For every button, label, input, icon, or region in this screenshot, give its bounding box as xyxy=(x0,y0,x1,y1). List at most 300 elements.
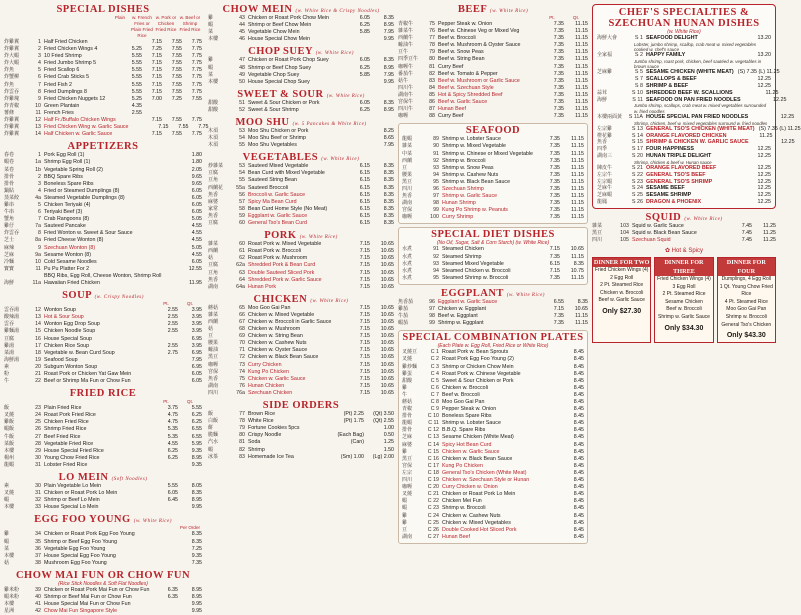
item-price: 11.15 xyxy=(575,77,588,84)
item-price: 7.35 xyxy=(549,164,560,171)
item-price: 11.15 xyxy=(571,150,584,157)
item-name: Chicken w. Broccoli in Garlic Sauce xyxy=(248,319,332,326)
item-price: 7.15 xyxy=(359,347,370,354)
item-name: Beef w. Mushroom or Garlic Sauce xyxy=(438,77,520,84)
item-name: SEAFOOD DELIGHT xyxy=(646,35,698,42)
item-name: Squid w. Garlic Sauce xyxy=(632,222,684,229)
item-code: 53 xyxy=(239,128,245,134)
item-chinese-name: 冷麵 xyxy=(4,258,15,265)
item-price: 7.75 xyxy=(191,131,202,138)
seafood-item xyxy=(402,207,584,214)
item-name: Chicken w. Mixed Vegetables xyxy=(442,519,511,526)
item-code: 5 xyxy=(38,67,41,74)
item-price: 11.15 xyxy=(571,164,584,171)
item-price: 11.15 xyxy=(571,136,584,143)
item-name: Fried Dumplings 8 xyxy=(44,88,87,95)
item-price: 7.35 xyxy=(549,143,560,150)
dinner-item: Beef w. Broccoli xyxy=(666,306,702,313)
item-chinese-name: 豆腐 xyxy=(208,170,219,177)
item-name: Curry Shrimp xyxy=(442,214,474,221)
diet-item xyxy=(402,275,584,282)
appetizers-item xyxy=(4,181,202,188)
soup-item xyxy=(4,307,202,314)
item-price: 7.15 xyxy=(359,248,370,255)
chicken-item xyxy=(208,326,394,333)
combo-item xyxy=(402,484,584,491)
special-dishes-section xyxy=(4,4,209,138)
chef-item xyxy=(597,133,771,140)
item-chinese-name: 蒜茸 xyxy=(597,89,608,96)
item-name: Beef Fried Rice xyxy=(44,433,81,440)
beef-item xyxy=(398,85,588,92)
item-chinese-name: 炸大蝦 xyxy=(4,53,20,60)
combo-item xyxy=(402,477,584,484)
combo-item xyxy=(402,527,584,534)
item-name: House Special Chow Mein xyxy=(248,36,311,43)
item-price: 8.35 xyxy=(577,298,588,305)
item-chinese-name: 西蘭花 xyxy=(208,184,224,191)
vegetables-section xyxy=(208,152,394,227)
item-price: 10.65 xyxy=(380,311,394,318)
item-name: Steamed Vegetable Dumplings (8) xyxy=(44,194,125,201)
squid-title-text: SQUID xyxy=(645,211,682,223)
item-code: 83 xyxy=(239,453,245,460)
chop-suey-section xyxy=(208,46,394,85)
item-code: S 8 xyxy=(634,83,643,90)
special-item xyxy=(4,60,202,67)
item-code: 44 xyxy=(239,22,245,29)
item-price: 3.95 xyxy=(191,342,202,349)
item-chinese-name: 雞 xyxy=(402,384,408,391)
item-chinese-name: 蝦 xyxy=(4,538,10,545)
item-chinese-name: 左宗 xyxy=(402,469,413,476)
item-name: Chicken w. String Bean xyxy=(248,333,303,340)
item-code: 65 xyxy=(239,304,245,311)
chopsuey-item xyxy=(208,72,394,79)
item-chinese-name: 家常 xyxy=(208,205,219,212)
item-price: 6.05 xyxy=(191,194,202,201)
item-price: 7.35 xyxy=(553,56,564,63)
item-price: 6.95 xyxy=(191,363,202,370)
item-code: C 16 xyxy=(427,455,439,462)
item-chinese-name: 龍蝦 xyxy=(402,420,413,427)
item-price: 7.35 xyxy=(549,193,560,200)
item-name: Chow Mai Fun Singapore Style xyxy=(44,608,118,615)
item-price: 11.15 xyxy=(571,274,584,281)
seafood-item xyxy=(402,151,584,158)
item-price: 10.65 xyxy=(380,319,394,326)
item-price: 6.15 xyxy=(549,260,560,267)
item-price: 6.15 xyxy=(359,212,370,219)
item-chinese-name: 白飯 xyxy=(208,418,219,425)
soup-item xyxy=(4,328,202,335)
item-chinese-name: 雜菜牛 xyxy=(398,28,414,35)
item-price: 8.35 xyxy=(383,177,394,184)
item-code: 46 xyxy=(239,36,245,43)
item-name: GENERAL TSO'S CHICKEN (WHITE MEAT) xyxy=(646,125,755,132)
item-name: Chicken w. Broccoli xyxy=(442,384,488,391)
item-chinese-name: 湖南 xyxy=(208,382,219,389)
item-price: 6.35 xyxy=(167,586,178,593)
soup-item xyxy=(4,321,202,328)
item-chinese-name: 木須 xyxy=(208,135,219,142)
item-price: 7.75 xyxy=(198,124,209,131)
item-code: C 6 xyxy=(430,384,439,391)
item-price: 7.35 xyxy=(549,253,560,260)
item-name: Hawaiian Fried Chicken xyxy=(44,280,100,287)
item-name: Shrimp w. Broccoli xyxy=(442,157,486,164)
item-code: 68 xyxy=(239,326,245,333)
item-code: 60 xyxy=(239,220,245,227)
moo-shu-title-text: MOO SHU xyxy=(235,116,290,128)
item-price: 11.15 xyxy=(571,143,584,150)
item-code: C 19 xyxy=(427,477,439,484)
item-code: 11 xyxy=(35,109,41,116)
item-price: 8.45 xyxy=(573,406,584,413)
item-name: Szechuan Wonton (8) xyxy=(44,244,96,251)
soup-item xyxy=(4,371,202,378)
item-chinese-name: 左宗牛 xyxy=(597,171,613,178)
rice-item xyxy=(4,412,202,419)
item-price: 7.15 xyxy=(359,276,370,283)
item-chinese-name: 橙花雞 xyxy=(597,132,613,139)
mooshu-item xyxy=(208,142,394,149)
dinner-item: 1 Qt. Young Chow Fried Rice xyxy=(719,283,773,298)
item-price: 8.45 xyxy=(573,498,584,505)
item-code: 59 xyxy=(239,212,245,219)
item-name: Chicken or Roast Pork Mai Fun or Chow Fun xyxy=(44,586,150,593)
item-chinese-name: 冰茶 xyxy=(208,453,219,460)
item-code: C 1 xyxy=(430,349,439,356)
item-chinese-name: 雞湯 xyxy=(4,342,15,349)
item-chinese-name: 本樓兩面黃 xyxy=(597,113,623,120)
combo-title: SPECIAL COMBINATION PLATES xyxy=(402,332,584,344)
chowmein-item xyxy=(208,36,394,43)
item-price: 11.15 xyxy=(571,193,584,200)
item-name: Roast Pork w. Mixed Vegetable xyxy=(248,241,322,248)
item-price: 4.75 xyxy=(167,412,178,419)
item-code: 66 xyxy=(239,311,245,318)
item-price: 8.35 xyxy=(383,15,394,22)
item-name: Sweet & Sour Chicken or Pork xyxy=(442,377,514,384)
item-name: Kung Po Shrimp w. Peanuts xyxy=(442,207,508,214)
item-price: 8.45 xyxy=(573,420,584,427)
soup-title-text: SOUP xyxy=(62,290,92,302)
item-code: 95 xyxy=(433,274,439,281)
item-price: 8.45 xyxy=(573,526,584,533)
price-header: w. Pork or Chicken Fried Rice xyxy=(155,15,177,33)
item-code: 95 xyxy=(433,178,439,185)
item-code: S 13 xyxy=(631,125,643,132)
item-code: C 13 xyxy=(427,434,439,441)
item-code: 62a xyxy=(236,262,245,269)
sides-item xyxy=(208,418,394,425)
item-code: 93 xyxy=(433,164,439,171)
item-price: 8.35 xyxy=(191,538,202,545)
item-name: Chicken w. Black Bean Sauce xyxy=(442,455,513,462)
item-price: 4.55 xyxy=(167,440,178,447)
item-name: Pepper Steak w. Onion xyxy=(442,406,497,413)
item-code: 4a xyxy=(35,194,41,201)
item-chinese-name: 豆牛 xyxy=(398,49,409,56)
combo-item xyxy=(402,364,584,371)
item-code: C 2 xyxy=(430,356,439,363)
item-price: 6.05 xyxy=(191,370,202,377)
item-chinese-name: 飯 xyxy=(4,405,10,412)
item-chinese-name: 腰果 xyxy=(208,340,219,347)
item-name: Hunan Beef xyxy=(442,533,470,540)
item-price: 7.25 xyxy=(171,95,182,102)
item-code: 30 xyxy=(35,483,41,490)
appetizers-item xyxy=(4,259,202,266)
soup-sub: (w. Crispy Noodles) xyxy=(94,295,144,301)
item-price: 10.65 xyxy=(380,241,394,248)
mooshu-item xyxy=(208,128,394,135)
appetizers-item xyxy=(4,209,202,216)
item-price: 9.35 xyxy=(191,552,202,559)
item-chinese-name: 水煮 xyxy=(402,260,413,267)
chef-item xyxy=(597,172,771,179)
item-code: 91 xyxy=(433,150,439,157)
item-price: 7.15 xyxy=(359,311,370,318)
item-price: 1.80 xyxy=(191,152,202,159)
item-chinese-name: 左宗蝦 xyxy=(597,178,613,185)
item-chinese-name: 中菜 xyxy=(402,150,413,157)
chef-item xyxy=(597,199,771,206)
item-price: 2.55 xyxy=(167,328,178,335)
item-price: 8.35 xyxy=(383,205,394,212)
item-price: 12.25 xyxy=(757,192,771,199)
item-code: 104 xyxy=(620,229,629,236)
item-name: Eggplant w. Garlic Sauce xyxy=(438,298,498,305)
sweetsour-item xyxy=(208,107,394,114)
item-code: 55 xyxy=(239,142,245,149)
dinner-item: Chicken w. Broccoli xyxy=(599,289,644,296)
beef-item xyxy=(398,71,588,78)
item-price: 11.15 xyxy=(571,157,584,164)
item-price: 7.35 xyxy=(549,274,560,281)
item-price: 12.25 xyxy=(781,139,795,146)
item-price: 10.65 xyxy=(380,262,394,269)
item-name: Shrimp or Chicken Chow Mein xyxy=(442,363,514,370)
item-price: 7.15 xyxy=(359,283,370,290)
item-price: 5.35 xyxy=(167,433,178,440)
item-price: (Lg) 2.00 xyxy=(372,453,394,460)
egg-foo-young-sub: (w. White Rice) xyxy=(133,519,172,525)
item-name: Vegetable w. Bean Curd Soup xyxy=(44,349,115,356)
item-chinese-name: 叉燒 xyxy=(4,412,15,419)
item-name: Chicken w. Mushroom xyxy=(248,326,301,333)
appetizers-item xyxy=(4,159,202,166)
item-price: 8.35 xyxy=(383,99,394,106)
item-price: 7.35 xyxy=(553,84,564,91)
item-name: Shrimp w. Snow Peas xyxy=(442,164,494,171)
item-price: 5.55 xyxy=(191,405,202,412)
dinner-item: Shrimp w. Broccoli xyxy=(725,314,767,321)
special-item xyxy=(4,110,202,117)
item-description: Jumbo shrimp, roast pork, chicken, beef sautéed w. vegetables in brown sauce xyxy=(634,59,762,70)
chowmai-item xyxy=(4,608,202,615)
item-code: S 1 xyxy=(634,35,643,42)
item-price: 7.35 xyxy=(549,207,560,214)
item-price: 8.35 xyxy=(383,163,394,170)
combo-item xyxy=(402,356,584,363)
item-code: 8 xyxy=(38,230,41,237)
soup-item xyxy=(4,364,202,371)
item-price: 7.35 xyxy=(549,150,560,157)
item-name: Fried Crab Sticks 5 xyxy=(44,74,90,81)
item-chinese-name: 海鮮大會 xyxy=(597,35,618,42)
sweet-sour-section xyxy=(208,89,394,114)
item-price: 8.45 xyxy=(573,363,584,370)
item-chinese-name: 菜卷 xyxy=(4,166,15,173)
item-chinese-name: 菇 xyxy=(4,559,10,566)
rice-item xyxy=(4,419,202,426)
item-code: S 7 xyxy=(634,76,643,83)
soup-section xyxy=(4,290,202,385)
item-price: 8.35 xyxy=(383,198,394,205)
item-chinese-name: 蝦 xyxy=(208,64,214,71)
item-code: C 26 xyxy=(427,526,439,533)
item-name: SESAME SHRIMP xyxy=(646,192,692,199)
item-name: Steamed Mixed Vegetable xyxy=(442,260,504,267)
item-price: 6.45 xyxy=(167,497,178,504)
item-price: 5.55 xyxy=(131,53,142,60)
item-price: 7.35 xyxy=(553,35,564,42)
item-code: 1 xyxy=(38,39,41,46)
egg-foo-young-section xyxy=(4,514,202,566)
pork-title-text: PORK xyxy=(264,230,297,242)
item-name: Moo Goo Gai Pan xyxy=(248,304,291,311)
beef-item xyxy=(398,28,588,35)
item-code: S 15 xyxy=(631,139,643,146)
item-name: Chicken or Roast Pork Lo Mein xyxy=(44,490,118,497)
item-code: 10 xyxy=(35,102,41,109)
item-price: 6.95 xyxy=(191,349,202,356)
item-price: 7.15 xyxy=(359,368,370,375)
lomein-item xyxy=(4,504,202,511)
item-chinese-name: 龍蝦 xyxy=(4,461,15,468)
chop-suey-sub: (w. White Rice) xyxy=(315,51,354,57)
item-name: Vegetable Chow Mein xyxy=(248,29,300,36)
item-code: C 20 xyxy=(427,484,439,491)
item-price: 7.35 xyxy=(549,186,560,192)
item-price: 10.65 xyxy=(380,382,394,389)
item-name: Chicken or Roast Pork Lo Mein xyxy=(442,491,516,498)
item-price: 3.95 xyxy=(191,307,202,314)
rice-item xyxy=(4,441,202,448)
item-price: 10.65 xyxy=(380,255,394,262)
item-price: 8.35 xyxy=(383,184,394,191)
diet-title: SPECIAL DIET DISHES xyxy=(431,229,555,241)
item-chinese-name: 菇 xyxy=(208,326,214,333)
item-code: 7 xyxy=(38,81,41,88)
item-price: 8.25 xyxy=(383,128,394,134)
item-chinese-name: 豆角 xyxy=(208,177,219,184)
item-chinese-name: 蘑菇 xyxy=(208,304,219,311)
item-code: S 22 xyxy=(631,171,643,178)
item-price: 13.20 xyxy=(757,35,771,42)
chef-item xyxy=(597,96,787,104)
item-price: 12.25 xyxy=(757,165,771,172)
sweetsour-item xyxy=(208,100,394,107)
item-code: 96 xyxy=(433,186,439,192)
combo-item xyxy=(402,491,584,498)
vegetables-sub: (w. White Rice) xyxy=(321,157,360,163)
item-code: 87 xyxy=(429,106,435,113)
item-chinese-name: 龍鳳 xyxy=(597,199,608,205)
chef-item xyxy=(597,179,771,186)
item-chinese-name: 四季豆牛 xyxy=(398,56,419,63)
item-price: 8.35 xyxy=(191,531,202,538)
appetizers-item xyxy=(4,245,202,252)
item-code: 22 xyxy=(35,378,41,385)
item-code: 98 xyxy=(429,313,435,320)
diet-item xyxy=(402,261,584,268)
seafood-title: SEAFOOD xyxy=(465,125,521,137)
item-name: Chicken w. Oyster Sauce xyxy=(248,347,308,354)
item-chinese-name: 蘑菇 xyxy=(402,399,413,406)
item-name: Chicken w. Eggplant xyxy=(438,306,486,313)
item-code: 23 xyxy=(35,405,41,412)
item-name: Chicken w. Szechuan Style or Hunan xyxy=(442,477,530,484)
item-price: 7.45 xyxy=(741,222,752,229)
item-price: 9.95 xyxy=(191,608,202,615)
item-chinese-name: 雲吞 xyxy=(4,321,15,328)
pork-sub: (w. White Rice) xyxy=(299,235,338,241)
chicken-item xyxy=(208,369,394,376)
item-chinese-name: 雜菜 xyxy=(402,143,413,150)
item-name: Shrimp Fried Rice xyxy=(44,426,87,433)
item-price: 6.15 xyxy=(359,184,370,191)
hot-spicy-label: Hot & Spicy xyxy=(671,248,704,255)
item-price: 10.65 xyxy=(380,368,394,375)
item-chinese-name: 炸雲吞 xyxy=(4,230,20,237)
item-chinese-name: 芝麻 xyxy=(402,434,413,441)
item-price: 7.35 xyxy=(553,91,564,98)
dinner-price: Only $43.30 xyxy=(726,332,766,340)
item-chinese-name: 湖南三 xyxy=(597,153,613,160)
item-price: 7.75 xyxy=(191,74,202,81)
item-price: (Can) xyxy=(350,439,364,446)
item-name: House Special Lo Mein xyxy=(44,504,99,511)
item-price: 8.35 xyxy=(383,220,394,227)
item-name: Moo Shu Chicken or Pork xyxy=(248,128,309,134)
item-price: 6.05 xyxy=(191,258,202,265)
item-name: Mushroom Egg Foo Young xyxy=(44,559,107,566)
beef-item xyxy=(398,106,588,113)
item-price: 11.15 xyxy=(575,42,588,49)
item-price: 8.35 xyxy=(383,57,394,64)
item-chinese-name: 魚香 xyxy=(208,276,219,283)
item-price: 8.45 xyxy=(573,455,584,462)
item-chinese-name: 排骨 xyxy=(4,173,15,180)
item-code: C 3 xyxy=(430,363,439,370)
item-code: 75 xyxy=(429,21,435,28)
item-code: 91 xyxy=(433,246,439,253)
item-code: 14 xyxy=(35,131,41,138)
item-price: 2.75 xyxy=(167,349,178,356)
item-price: 7.25 xyxy=(151,46,162,53)
chopsuey-item xyxy=(208,57,394,64)
item-chinese-name: 楊州 xyxy=(4,454,15,461)
item-chinese-name: 西蘭牛 xyxy=(398,35,414,42)
item-code: 8 xyxy=(38,88,41,95)
item-name: Curry Beef xyxy=(438,63,464,70)
item-chinese-name: 木須 xyxy=(208,128,219,134)
item-price: (S) 7.35 (L) 11.25 xyxy=(758,125,801,132)
item-name: Shrimp or Beef Egg Foo Young xyxy=(44,538,118,545)
